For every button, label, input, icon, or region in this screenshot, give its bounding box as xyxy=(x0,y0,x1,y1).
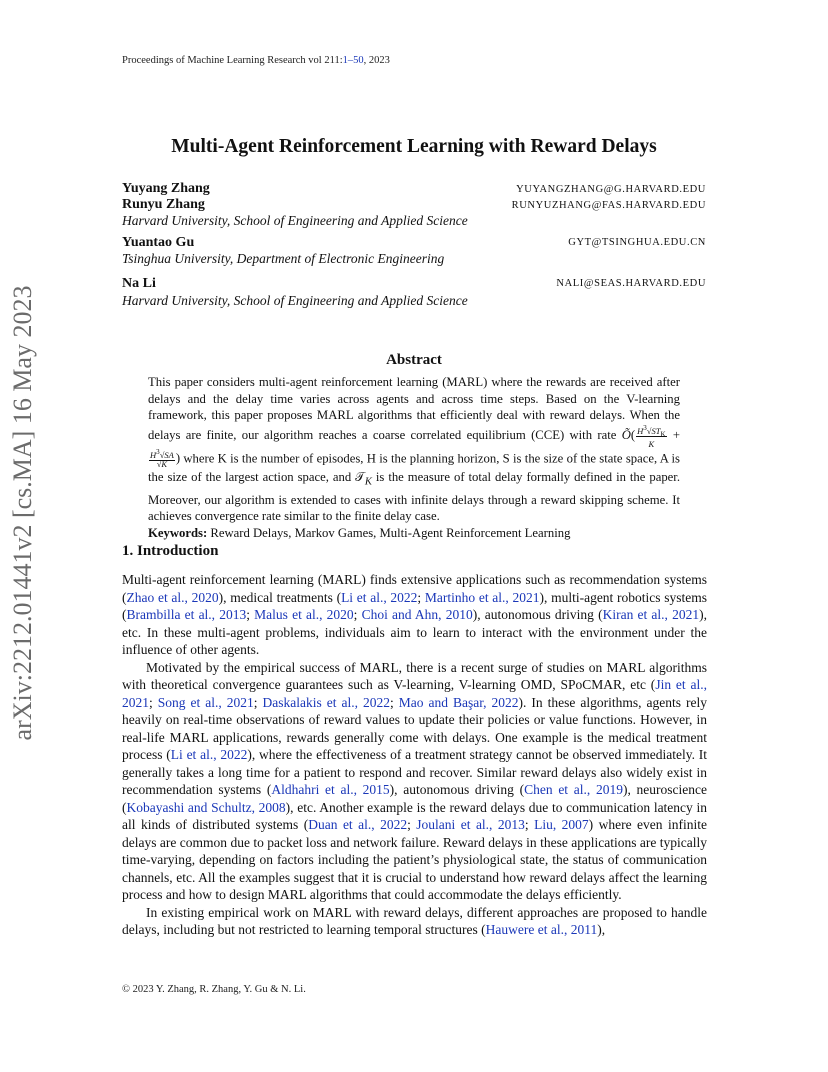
author-email[interactable]: NALI@SEAS.HARVARD.EDU xyxy=(556,278,706,289)
paragraph-text: ), etc. Another example is the reward delays due to communication latency in all kinds of distributed systems ( xyxy=(122,799,707,832)
paragraph-text: ), multi-agent robotics systems ( xyxy=(122,589,707,622)
arxiv-sidebar xyxy=(2,268,44,758)
author-name: Yuantao Gu xyxy=(122,235,195,250)
paragraph-text: ; xyxy=(253,694,263,710)
section-heading: 1. Introduction xyxy=(122,543,219,559)
author-email[interactable]: GYT@TSINGHUA.EDU.CN xyxy=(568,237,706,248)
paragraph-text: ) where even infinite delays are common due to packet loss and network failure. Reward delays in these applications are typically time-varying, depending on factors including the patient’s physiological state, the status of communication channels, etc. All the examples suggest that it is crucial to understand how reward delays affect the learning process and how to design MARL algorithms that could accommodate the delays efficiently. xyxy=(122,817,707,902)
abstract-text: is the measure of total delay formally defined in the paper. Moreover, our algorithm is extended to cases with infinite delays through a reward skipping scheme. It achieves convergence rate similar to the finite delay case. xyxy=(148,470,680,524)
citation-link[interactable]: Martinho et al., 2021 xyxy=(424,589,540,605)
paragraph-text: ; xyxy=(407,817,417,832)
abstract-body xyxy=(148,374,680,542)
citation-link[interactable]: Aldhahri et al., 2015 xyxy=(271,782,390,797)
paragraph-text: ; xyxy=(149,694,158,710)
citation-link[interactable]: Choi and Ahn, 2010 xyxy=(361,607,473,622)
abstract-text: where K is the number of episodes, H is the planning horizon, S is the size of the state space, A is the size of the largest action space, and 𝒯 xyxy=(148,450,680,485)
citation-link[interactable]: Song et al., 2021 xyxy=(157,694,254,710)
abstract-paragraph: This paper considers multi-agent reinforcement learning (MARL) where the rewards are received after delays and the delay time varies across agents and across time steps. Based on the V-learning framework, this paper proposes MARL algorithms that efficiently deal with reward delays. When the delays are finite, our algorithm reaches a coarse correlated equilibrium (CCE) with rate $Õ(\frac{H^3√ST_K}{K} + H^3√SA$ √K ) where K is the number of episodes, H is the planning horizon, S is the size of the state space, A is the size of the largest action space, and 𝒯$_K$ is the measure of total delay formally defined in the paper. Moreover, our algorithm is extended to cases with infinite delays through a reward skipping scheme. It achieves convergence rate similar to the finite delay case. xyxy=(148,375,681,524)
pages-link[interactable]: 1–50 xyxy=(342,55,364,66)
paragraph xyxy=(122,904,707,939)
citation-link[interactable]: Kobayashi and Schultz, 2008 xyxy=(126,799,286,815)
paper-title: Multi-Agent Reinforcement Learning with Reward Delays xyxy=(171,136,657,157)
citation-link[interactable]: Liu, 2007 xyxy=(534,817,589,832)
author-name: Runyu Zhang xyxy=(122,197,205,212)
paragraph-text: Multi-agent reinforcement learning (MARL) finds extensive applications such as recommendation systems ( xyxy=(122,572,707,605)
author-name: Na Li xyxy=(122,276,156,291)
author-affiliation: Tsinghua University, Department of Electronic Engineering xyxy=(122,251,445,266)
paragraph-text: ). In these algorithms, agents rely heavily on real-time observations of reward values to update their policies or value functions. However, in real-life MARL applications, rewards generally come with delays. One example is the medical treatment process ( xyxy=(122,694,707,762)
citation-link[interactable]: Chen et al., 2019 xyxy=(524,782,623,797)
citation-link[interactable]: Hauwere et al., 2011 xyxy=(485,922,598,937)
paragraph-text: Motivated by the empirical success of MARL, there is a recent surge of studies on MARL algorithms with theoretical convergence guarantees such as V-learning, V-learning OMD, SPoCMAR, etc ( xyxy=(122,659,707,692)
keywords-text: Reward Delays, Markov Games, Multi-Agent Reinforcement Learning xyxy=(207,526,571,541)
paragraph-text: In existing empirical work on MARL with reward delays, different approaches are proposed to handle delays, including but not restricted to learning temporal structures ( xyxy=(122,904,707,937)
header-prefix: Proceedings of Machine Learning Research vol 211: xyxy=(122,55,343,66)
citation-link[interactable]: Duan et al., 2022 xyxy=(308,817,408,832)
paragraph-text: ), xyxy=(597,922,606,937)
author-affiliation: Harvard University, School of Engineering and Applied Science xyxy=(122,213,468,228)
author-email[interactable]: RUNYUZHANG@FAS.HARVARD.EDU xyxy=(511,200,706,211)
citation-link[interactable]: Kiran et al., 2021 xyxy=(602,607,700,622)
keywords-line xyxy=(148,525,680,542)
paragraph-text: ; xyxy=(524,817,535,832)
journal-header xyxy=(122,55,390,66)
citation-link[interactable]: Brambilla et al., 2013 xyxy=(126,607,247,622)
arxiv-identifier: arXiv:2212.01441v2 [cs.MA] 16 May 2023 xyxy=(8,285,37,741)
keywords-label: Keywords: xyxy=(148,526,208,541)
author-name: Yuyang Zhang xyxy=(122,181,210,196)
copyright-footer: © 2023 Y. Zhang, R. Zhang, Y. Gu & N. Li. xyxy=(122,984,306,995)
paragraph-text: ), autonomous driving ( xyxy=(389,782,525,797)
paragraph-text: ; xyxy=(389,694,399,710)
paragraph-text: ; xyxy=(417,589,425,605)
citation-link[interactable]: Zhao et al., 2020 xyxy=(126,589,219,605)
citation-link[interactable]: Li et al., 2022 xyxy=(341,589,418,605)
paragraph-text: ; xyxy=(353,607,362,622)
rate-formula: $Õ(\frac{H^3√ST_K}{K} + H^3√SA$ √K ) xyxy=(150,424,681,470)
citation-link[interactable]: Mao and Başar, 2022 xyxy=(398,694,519,710)
paragraph xyxy=(122,659,707,904)
paragraph-text: ), where the effectiveness of a treatment strategy cannot be observed immediately. It generally takes a long time for a patient to respond and recover. Similar reward delays also widely exist in recommendation systems ( xyxy=(122,747,707,797)
paragraph-text: ), neuroscience ( xyxy=(122,782,707,815)
header-suffix: , 2023 xyxy=(363,55,390,66)
paragraph-text: ), etc. In these multi-agent problems, individuals aim to learn to interact with the environment under the influence of other agents. xyxy=(122,607,707,657)
paragraph-text: ), medical treatments ( xyxy=(218,589,342,605)
citation-link[interactable]: Li et al., 2022 xyxy=(170,747,248,762)
abstract-text: This paper considers multi-agent reinforcement learning (MARL) where the rewards are received after delays and the delay time varies across agents and across time steps. Based on the V-learning framework, this paper proposes MARL algorithms that efficiently deal with reward delays. When the delays are finite, our algorithm reaches a coarse correlated equilibrium (CCE) with rate xyxy=(148,375,680,443)
citation-link[interactable]: Jin et al., 2021 xyxy=(122,677,707,710)
introduction-body xyxy=(122,571,707,939)
paragraph xyxy=(122,571,707,659)
citation-link[interactable]: Malus et al., 2020 xyxy=(254,607,354,622)
citation-link[interactable]: Joulani et al., 2013 xyxy=(416,817,525,832)
citation-link[interactable]: Daskalakis et al., 2022 xyxy=(262,694,390,710)
author-affiliation: Harvard University, School of Engineering and Applied Science xyxy=(122,293,468,308)
abstract-heading: Abstract xyxy=(386,352,442,368)
paragraph-text: ; xyxy=(246,607,255,622)
paragraph-text: ), autonomous driving ( xyxy=(472,607,603,622)
author-email[interactable]: YUYANGZHANG@G.HARVARD.EDU xyxy=(516,184,706,195)
